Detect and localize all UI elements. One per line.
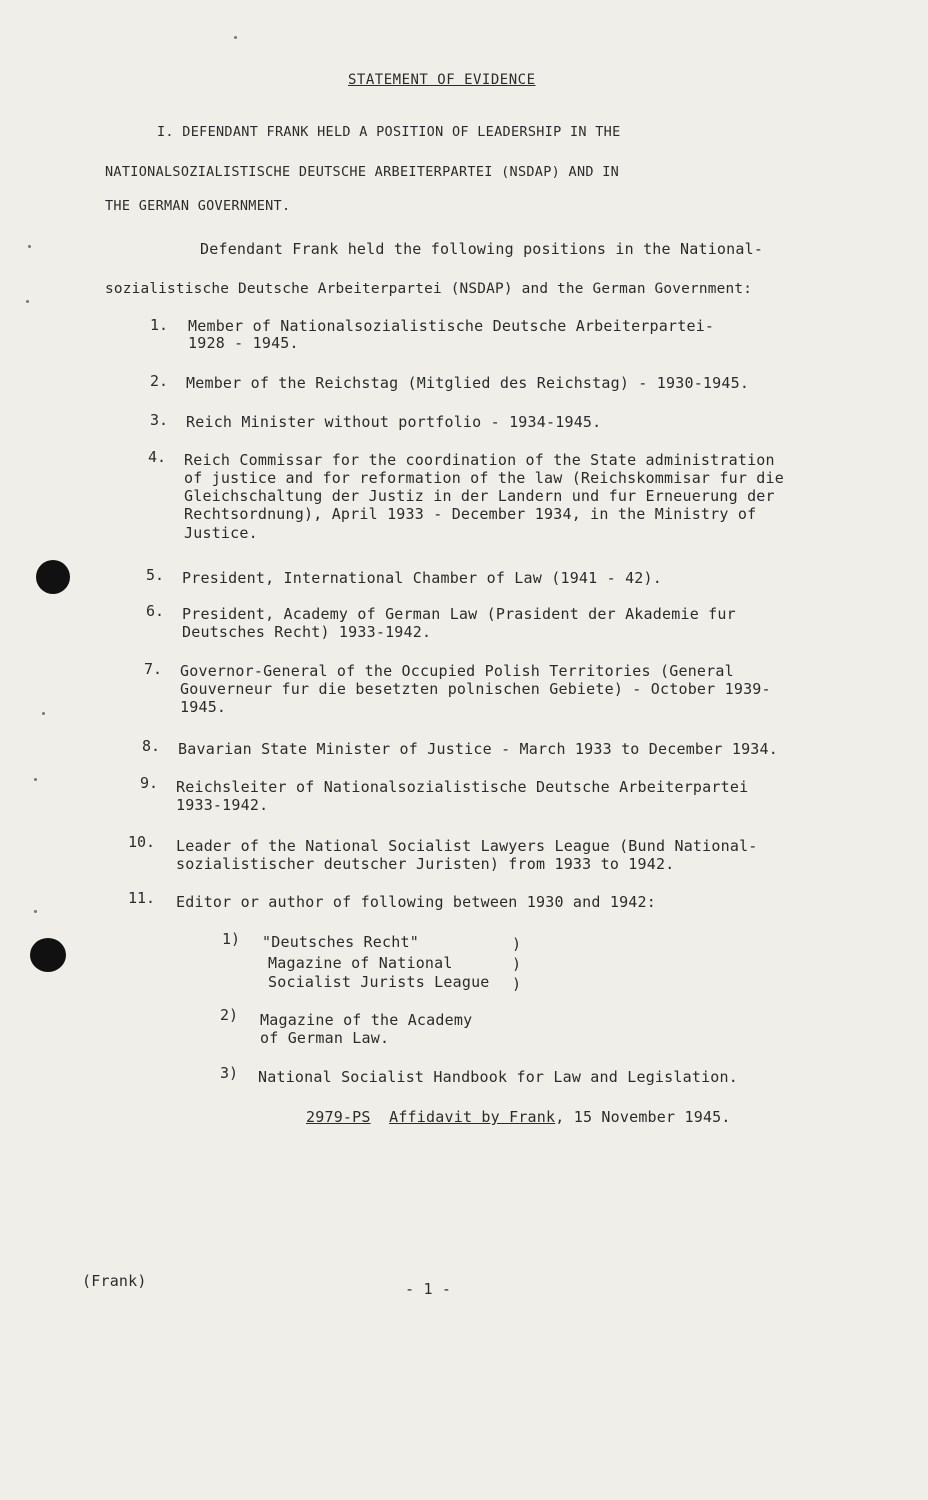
item-line: 1945. bbox=[180, 698, 227, 716]
item-line: Gleichschaltung der Justiz in der Landern und fur Erneuerung der bbox=[184, 487, 775, 505]
subitem-line: Socialist Jurists League bbox=[268, 973, 490, 991]
citation-document-id: 2979-PS bbox=[306, 1108, 371, 1126]
item-number: 9. bbox=[140, 774, 159, 792]
item-line: President, Academy of German Law (Prasident der Akademie fur bbox=[182, 605, 736, 623]
item-number: 7. bbox=[144, 660, 163, 678]
item-line: Leader of the National Socialist Lawyers League (Bund National- bbox=[176, 837, 758, 855]
punch-hole bbox=[36, 560, 70, 594]
item-line: Gouverneur fur die besetzten polnischen Gebiete) - October 1939- bbox=[180, 680, 771, 698]
paper-speck bbox=[28, 245, 31, 248]
item-line: of justice and for reformation of the law (Reichskommisar fur die bbox=[184, 469, 784, 487]
item-line: Bavarian State Minister of Justice - March 1933 to December 1934. bbox=[178, 740, 778, 758]
item-line: Reich Commissar for the coordination of the State administration bbox=[184, 451, 775, 469]
bracket: ) bbox=[512, 955, 522, 973]
heading-line-3: THE GERMAN GOVERNMENT. bbox=[105, 198, 291, 214]
subitem-line: National Socialist Handbook for Law and Legislation. bbox=[258, 1068, 738, 1086]
item-line: Reich Minister without portfolio - 1934-1945. bbox=[186, 413, 602, 431]
subitem-line: Magazine of the Academy bbox=[260, 1011, 473, 1029]
paper-speck bbox=[34, 910, 37, 913]
item-line: 1928 - 1945. bbox=[188, 334, 299, 352]
item-line: Governor-General of the Occupied Polish Territories (General bbox=[180, 662, 734, 680]
item-number: 10. bbox=[128, 833, 156, 851]
paper-speck bbox=[34, 778, 37, 781]
citation-date: , 15 November 1945. bbox=[555, 1108, 731, 1126]
item-line: Justice. bbox=[184, 524, 258, 542]
item-number: 1. bbox=[150, 316, 169, 334]
subitem-line: of German Law. bbox=[260, 1029, 390, 1047]
paper-speck bbox=[42, 712, 45, 715]
citation bbox=[306, 1108, 731, 1126]
paper-speck bbox=[26, 300, 29, 303]
item-number: 2. bbox=[150, 372, 169, 390]
item-line: Member of the Reichstag (Mitglied des Reichstag) - 1930-1945. bbox=[186, 374, 750, 392]
bracket: ) bbox=[512, 935, 522, 953]
intro-line-1: Defendant Frank held the following positions in the National- bbox=[200, 240, 764, 258]
item-line: Member of Nationalsozialistische Deutsche Arbeiterpartei- bbox=[188, 317, 715, 335]
subitem-number: 2) bbox=[220, 1006, 239, 1024]
item-line: Deutsches Recht) 1933-1942. bbox=[182, 623, 432, 641]
item-number: 6. bbox=[146, 602, 165, 620]
item-line: Reichsleiter of Nationalsozialistische Deutsche Arbeiterpartei bbox=[176, 778, 749, 796]
item-number: 5. bbox=[146, 566, 165, 584]
item-line: Rechtsordnung), April 1933 - December 1934, in the Ministry of bbox=[184, 505, 757, 523]
intro-line-2: sozialistische Deutsche Arbeiterpartei (NSDAP) and the German Government: bbox=[105, 281, 753, 297]
item-line: 1933-1942. bbox=[176, 796, 269, 814]
heading-line-1: I. DEFENDANT FRANK HELD A POSITION OF LEADERSHIP IN THE bbox=[157, 124, 621, 140]
subitem-number: 1) bbox=[222, 930, 241, 948]
document-title: STATEMENT OF EVIDENCE bbox=[348, 72, 536, 88]
item-number: 11. bbox=[128, 889, 156, 907]
citation-affidavit: Affidavit by Frank bbox=[389, 1108, 556, 1126]
heading-line-2: NATIONALSOZIALISTISCHE DEUTSCHE ARBEITERPARTEI (NSDAP) AND IN bbox=[105, 164, 620, 180]
footer-left: (Frank) bbox=[82, 1272, 147, 1290]
punch-hole bbox=[30, 938, 66, 972]
subitem-line: Magazine of National bbox=[268, 954, 453, 972]
item-line: President, International Chamber of Law (1941 - 42). bbox=[182, 569, 662, 587]
bracket: ) bbox=[512, 975, 522, 993]
page-number: - 1 - bbox=[405, 1280, 452, 1298]
subitem-number: 3) bbox=[220, 1064, 239, 1082]
item-number: 3. bbox=[150, 411, 169, 429]
paper-speck bbox=[234, 36, 237, 39]
subitem-line: "Deutsches Recht" bbox=[262, 933, 419, 951]
item-line: Editor or author of following between 1930 and 1942: bbox=[176, 893, 656, 911]
item-number: 8. bbox=[142, 737, 161, 755]
item-number: 4. bbox=[148, 448, 167, 466]
item-line: sozialistischer deutscher Juristen) from 1933 to 1942. bbox=[176, 855, 675, 873]
